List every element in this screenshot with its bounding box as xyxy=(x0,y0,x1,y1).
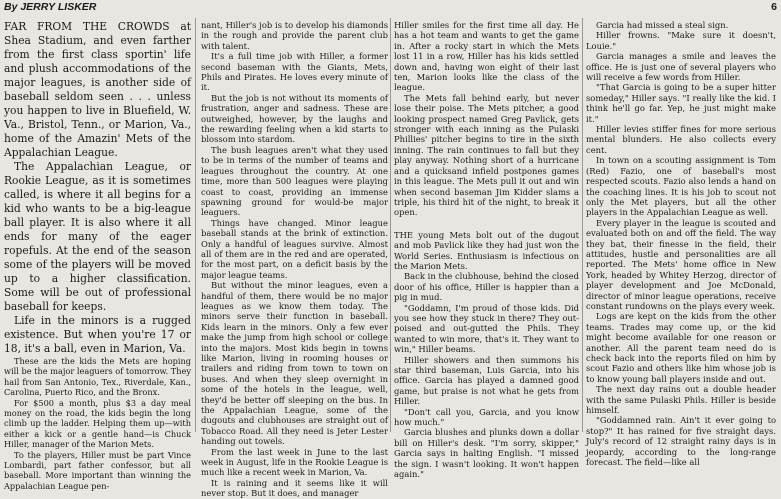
section-lead-paragraph: THE young Mets bolt out of the dugout and mob Pavlick like they had just won the World Series. Enthusiasm is infectious on the Marion Mets. xyxy=(394,229,579,271)
article-column-3 xyxy=(394,20,579,480)
paragraph: Hiller frowns. "Make sure it doesn't, Louie." xyxy=(586,30,776,51)
paragraph: It's a full time job with Hiller, a former second baseman with the Giants, Mets, Phils and Pirates. He loves every minute of it. xyxy=(201,51,388,93)
paragraph: The next day rains out a double header with the same Pulaski Phils. Hiller is beside himself. xyxy=(586,384,776,416)
paragraph: "Don't call you, Garcia, and you know how much." xyxy=(394,406,579,428)
paragraph: Every player in the league is scouted and evaluated both on and off the field. The way they bat, their finesse in the field, their attitudes, hustle and personalities are all reported. The Mets' home office in New York, headed by Whitey Herzog, director of player development and Joe McDonald, director of minor league operations, receive constant rundowns on the plays every week. xyxy=(586,217,776,311)
paragraph: "That Garcia is going to be a super hitter someday," Hiller says. "I really like the kid. I think he'll go far. Yep, he just might make it." xyxy=(586,82,776,124)
paragraph: Hiller showers and then summons his star third baseman, Luis Garcia, into his office. Garcia has played a damned good game, but praise is not what he gets from Hiller. xyxy=(394,354,579,407)
section-break xyxy=(394,218,579,230)
paragraph: nant, Hiller's job is to develop his diamonds in the rough and provide the parent club with talent. xyxy=(201,20,388,51)
paragraph: Logs are kept on the kids from the other teams. Trades may come up, or the kid might become available for one reason or another. All the parent team need do is check back into the reports filed on him by scout Fazio and others like him whose job is to know young ball players inside and out. xyxy=(586,311,776,384)
paragraph: To the players, Hiller must be part Vince Lombardi, part father confessor, but all baseball. More important than winning the Appalachian League pen- xyxy=(4,449,191,491)
article-column-2 xyxy=(201,20,388,499)
paragraph: Garcia had missed a steal sign. xyxy=(596,20,729,30)
paragraph: "Goddamn, I'm proud of those kids. Did you see how they stuck in there? They out-poised and out-gutted the Phils. They wanted to win more, that's it. They want to win," Hiller beams. xyxy=(394,302,579,355)
paragraph: For $500 a month, plus $3 a day meal money on the road, the kids begin the long climb up the ladder. Helping them up—with either a kick or a gentle hand—is Chuck Hiller, manager of the Marion Mets. xyxy=(4,397,191,450)
column-divider xyxy=(390,18,391,432)
column-divider xyxy=(582,18,583,432)
paragraph: "Goddamned rain. Ain't it ever going to stop?" It has rained for five straight days. July's record of 12 straight rainy days is in jeopardy, according to the long-range forecast. The field—like all xyxy=(586,415,776,468)
paragraph: These are the kids the Mets are hoping will be the major leaguers of tomorrow. They hail from San Antonio, Tex., Riverdale, Kan., Carolina, Puerto Rico, and the Bronx. xyxy=(4,356,191,398)
column-divider xyxy=(195,18,196,432)
paragraph: But without the minor leagues, even a handful of them, there would be no major leagues as we know them today. The minors serve their function in baseball. Kids learn in the minors. Only a few ever make the jump from high school or college into the majors. Most kids begin in towns like Marion, living in rooming houses or trailers and riding from town to town on buses. And when they sleep overnight in some of the hotels in the league, well, they'd be better off sleeping on the bus. In the Appalachian League, some of the dugouts and clubhouses are straight out of Tobacco Road. All they need is Jeter Lester handing out towels. xyxy=(201,280,388,447)
paragraph: The Mets fall behind early, but never lose their poise. The Mets pitcher, a good looking prospect named Greg Pavlick, gets stronger with each inning as the Pulaski Phillies' pitcher begins to tire in the sixth inning. The rain continues to fall but they play anyway. Nothing short of a hurricane and a quicksand infield postpones games in this league. The Mets pull it out and win when second baseman Jim Kidder slams a triple, his third hit of the night, to break it open. xyxy=(394,92,579,218)
paragraph: Back in the clubhouse, behind the closed door of his office, Hiller is happier than a pig in mud. xyxy=(394,271,579,303)
paragraph: But the job is not without its moments of frustration, anger and sadness. These are outweighed, however, by the laughs and the rewarding feeling when a kid starts to blossom into stardom. xyxy=(201,92,388,145)
page-number: 6 xyxy=(771,1,777,13)
paragraph: Hiller smiles for the first time all day. He has a hot team and wants to get the game in. After a rocky start in which the Mets lost 11 in a row, Hiller has his kids settled down and, having won eight of their last ten, Marion looks like the class of the league. xyxy=(394,20,579,93)
paragraph: Garcia blushes and plunks down a dollar bill on Hiller's desk. "I'm sorry, skipper," Garcia says in halting English. "I missed the sign. I wasn't looking. It won't happen again." xyxy=(394,427,579,480)
paragraph: From the last week in June to the last week in August, life in the Rookie League is much like a recent week in Marion, Va. xyxy=(201,446,388,478)
paragraph: Garcia manages a smile and leaves the office. He is just one of several players who will receive a few words from Hiller. xyxy=(586,51,776,83)
paragraph: In town on a scouting assignment is Tom (Red) Fazio, one of baseball's most respected scouts. Fazio also lends a hand on the coaching lines. It is his job to scout not only the Met players, but all the other players in the Appalachian League as well. xyxy=(586,155,776,218)
paragraph: It is raining and it seems like it will never stop. But it does, and manager xyxy=(201,477,388,499)
paragraph: Life in the minors is a rugged existence. But when you're 17 or 18, it's a ball, even in Marion, Va. xyxy=(4,314,191,355)
lead-paragraph: FAR FROM THE CROWDS at Shea Stadium, and even farther from the first class sportin' life and plush accommodations of the major leagues, is another side of baseball seldom seen . . . unless you happen to live in Bluefield, W. Va., Bristol, Tenn., or Marion, Va., home of the Amazin' Mets of the Appalachian League. xyxy=(4,20,191,159)
byline: By JERRY LISKER xyxy=(4,1,97,13)
paragraph: The Appalachian League, or Rookie League, as it is sometimes called, is where it all begins for a kid who wants to be a big-league ball player. It is also where it all ends for many of the eager ropefuls. At the end of the season some of the players will be moved up to a higher classification. Some will be out of professional baseball for keeps. xyxy=(4,160,191,313)
paragraph: Hiller levies stiffer fines for more serious mental blunders. He also collects every cent. xyxy=(586,124,776,155)
article-column-1 xyxy=(4,20,191,491)
paragraph: The bush leagues aren't what they used to be in terms of the number of teams and leagues throughout the country. At one time, more than 500 leagues were playing coast to coast, providing an immense spawning ground for would-be major leaguers. xyxy=(201,144,388,218)
article-column-4 xyxy=(586,20,776,468)
paragraph: Things have changed. Minor league baseball stands at the brink of extinction. Only a handful of leagues survive. Almost all of them are in the red and are operated, for the most part, on a deficit basis by the major league teams. xyxy=(201,217,388,280)
